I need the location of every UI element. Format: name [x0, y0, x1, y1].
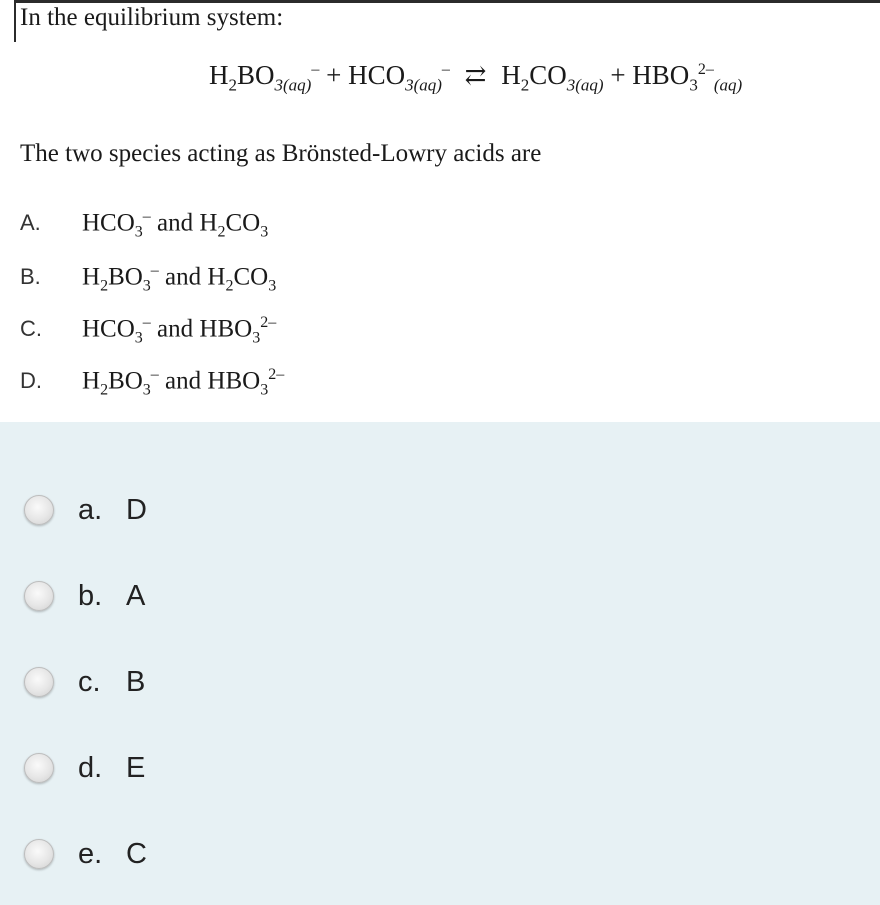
- question-image: [0, 0, 880, 422]
- answer-value: D: [126, 493, 147, 526]
- product-h2co3: $H_2CO_{3(aq)}$: [501, 60, 604, 95]
- answer-value: E: [126, 751, 146, 784]
- answer-value: B: [126, 665, 146, 698]
- option-c: C. $HCO_3^-$ and $HBO_3^{2-}$: [20, 314, 277, 347]
- answer-a[interactable]: [24, 490, 147, 530]
- option-d: D. $H_2BO_3^-$ and $HBO_3^{2-}$: [20, 366, 285, 399]
- option-letter: A.: [20, 210, 41, 236]
- product-hbo3: $HBO_3^{2-}_{(aq)}$: [632, 60, 743, 95]
- option-b: B. $H_2BO_3^-$ and $H_2CO_3$: [20, 262, 277, 295]
- left-border: [14, 0, 16, 42]
- answer-value: A: [126, 579, 146, 612]
- answer-d[interactable]: [24, 748, 145, 788]
- question-intro: In the equilibrium system:: [20, 4, 284, 31]
- radio-button[interactable]: [24, 495, 54, 525]
- answer-label: e.: [78, 837, 103, 870]
- radio-button[interactable]: [24, 581, 54, 611]
- answer-value: C: [126, 837, 147, 870]
- option-letter: D.: [20, 368, 42, 394]
- radio-button[interactable]: [24, 839, 54, 869]
- plus-sign: +: [326, 60, 342, 90]
- equilibrium-arrow-icon: ⇄: [464, 61, 487, 90]
- answer-label: d.: [78, 751, 103, 784]
- reactant-h2bo3: $H_2BO_{3(aq)}^-$: [209, 60, 320, 95]
- option-a: A. $HCO_3^-$ and $H_2CO_3$: [20, 208, 269, 241]
- answer-choices: [0, 422, 880, 905]
- equilibrium-equation: [209, 60, 742, 95]
- radio-button[interactable]: [24, 753, 54, 783]
- radio-button[interactable]: [24, 667, 54, 697]
- option-letter: C.: [20, 316, 42, 342]
- plus-sign: +: [610, 60, 626, 90]
- question-prompt: The two species acting as Brönsted-Lowry acids are: [20, 140, 542, 167]
- answer-e[interactable]: [24, 834, 147, 874]
- answer-label: c.: [78, 665, 101, 698]
- option-letter: B.: [20, 264, 41, 290]
- answer-label: b.: [78, 579, 103, 612]
- answer-label: a.: [78, 493, 103, 526]
- top-border: [14, 0, 880, 3]
- reactant-hco3: $HCO_{3(aq)}^-$: [348, 60, 450, 95]
- answer-c[interactable]: [24, 662, 145, 702]
- answer-b[interactable]: [24, 576, 145, 616]
